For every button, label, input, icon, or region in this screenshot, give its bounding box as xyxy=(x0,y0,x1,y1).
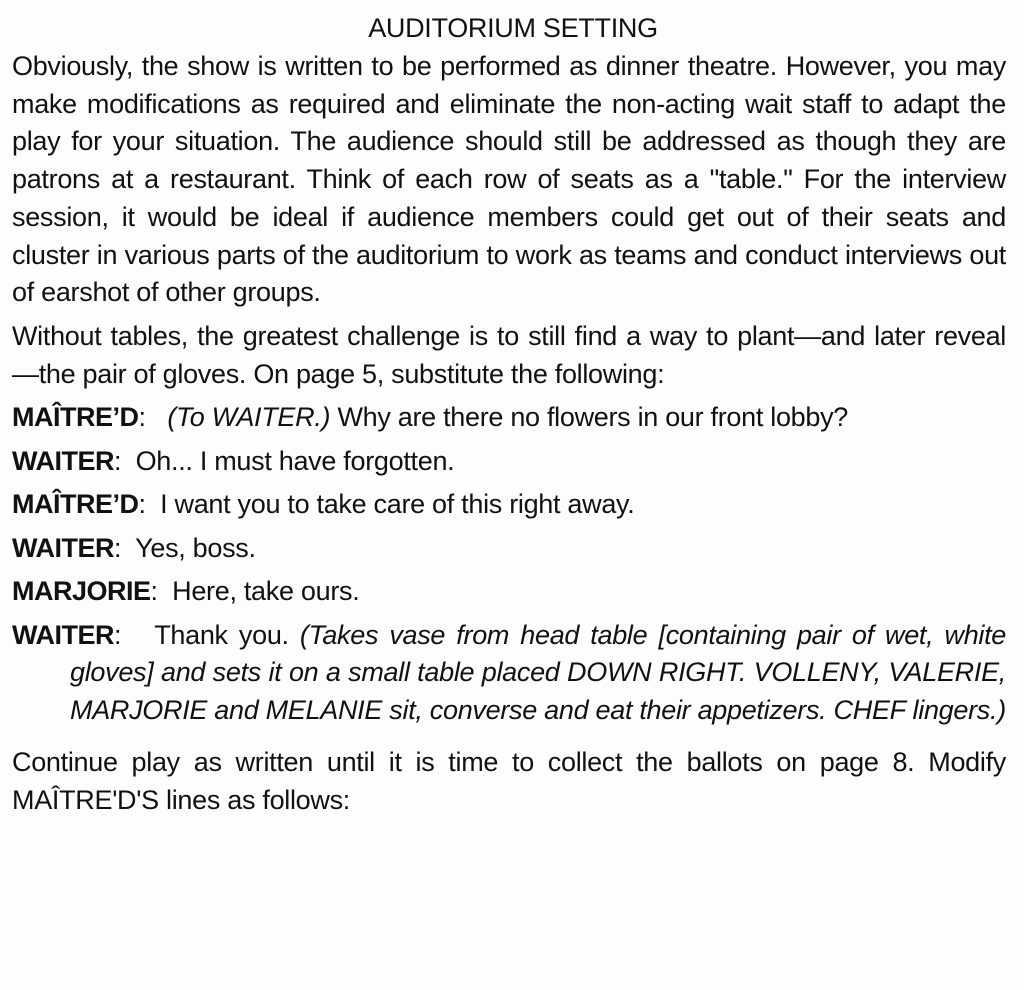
speaker-colon: : xyxy=(150,576,158,607)
dialogue-text: Why are there no flowers in our front lobby? xyxy=(337,402,849,433)
speaker-colon: : xyxy=(114,532,122,563)
dialogue-text: Thank you. xyxy=(154,619,289,650)
speaker-name: MAÎTRE’D xyxy=(12,402,139,433)
intro-paragraph: Obviously, the show is written to be performed as dinner theatre. However, you may make modifications as required and eliminate the non-acting wait staff to adapt the play for your situation. The audience should still be addressed as though they are patrons at a restaurant. Think of each row of seats as a "table." For the interview session, it would be ideal if audience members could get out of their seats and cluster in various parts of the auditorium to work as teams and conduct interviews out of earshot of other groups. xyxy=(12,51,1006,308)
script-line xyxy=(12,530,1006,568)
speaker-colon: : xyxy=(114,445,122,476)
dialogue-text: Here, take ours. xyxy=(172,576,360,607)
speaker-name: WAITER xyxy=(12,532,114,563)
script-line xyxy=(12,617,1006,730)
speaker-colon: : xyxy=(138,402,146,433)
stage-direction: (Takes vase from head table [containing pair of wet, white gloves] and sets it on a small table placed DOWN RIGHT. VOLLENY, VALERIE, MARJORIE and MELANIE sit, converse and eat their appetizers. CHEF lingers.) xyxy=(70,619,1007,725)
script-line xyxy=(12,573,1006,611)
second-paragraph: Without tables, the greatest challenge is to still find a way to plant—and later reveal—the pair of gloves. On page 5, substitute the following: xyxy=(12,320,1006,389)
script-line xyxy=(12,486,1006,524)
dialogue-text: Yes, boss. xyxy=(135,532,256,563)
closing-paragraph: Continue play as written until it is time to collect the ballots on page 8. Modify MAÎTRE'D'S lines as follows: xyxy=(12,747,1006,816)
script-line xyxy=(12,399,1006,437)
stage-direction: (To WAITER.) xyxy=(167,402,331,433)
script-excerpt xyxy=(12,399,1006,729)
section-title: AUDITORIUM SETTING xyxy=(368,13,658,43)
dialogue-text: Oh... I must have forgotten. xyxy=(135,445,455,476)
speaker-name: WAITER xyxy=(12,619,114,650)
speaker-colon: : xyxy=(114,619,122,650)
dialogue-text: I want you to take care of this right away. xyxy=(160,489,635,520)
speaker-name: MARJORIE xyxy=(12,576,151,607)
speaker-name: WAITER xyxy=(12,445,114,476)
speaker-name: MAÎTRE’D xyxy=(12,489,139,520)
speaker-colon: : xyxy=(138,489,146,520)
script-line xyxy=(12,443,1006,481)
